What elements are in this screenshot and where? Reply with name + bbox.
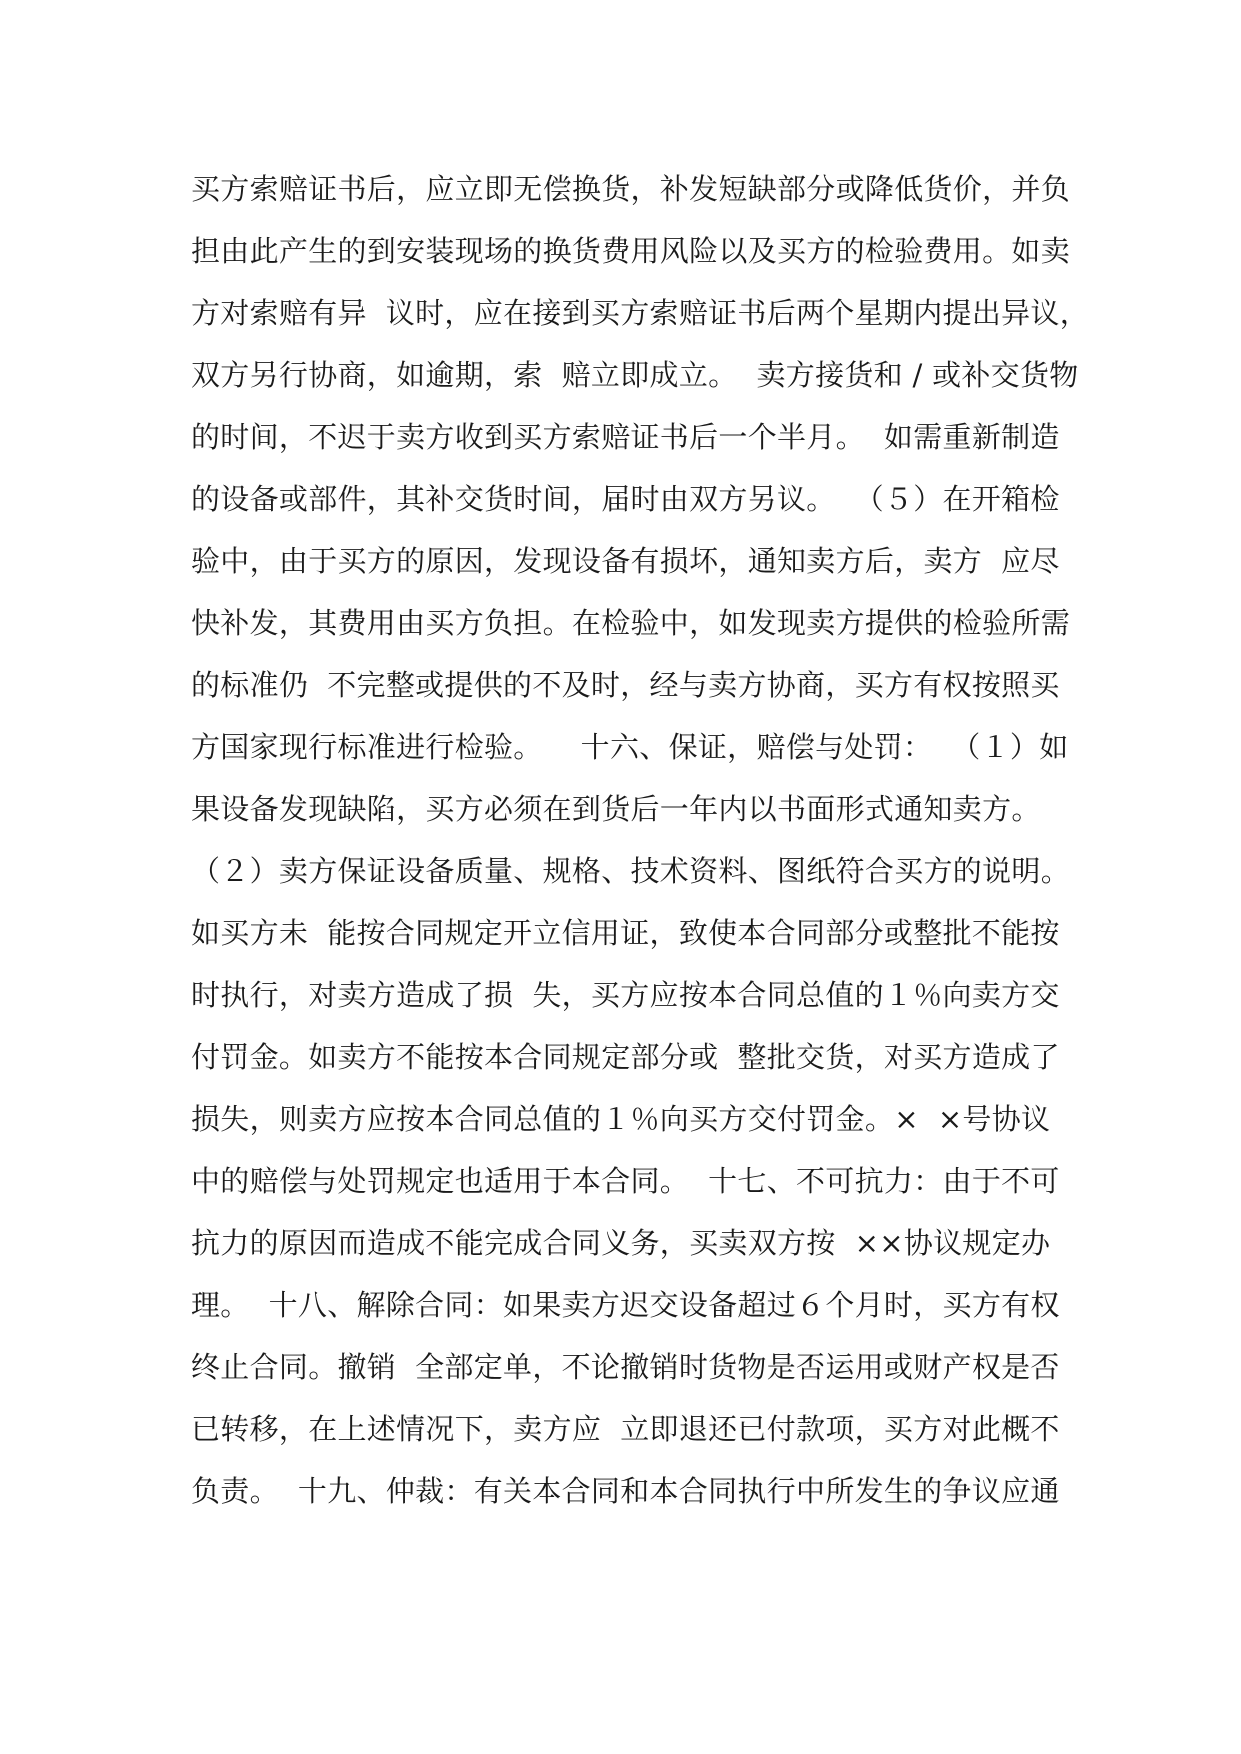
- text-line: 负责。 十九、仲裁：有关本合同和本合同执行中所发生的争议应通: [191, 1474, 1060, 1508]
- body-text: [191, 158, 1191, 1522]
- text-line: 时执行，对卖方造成了损 失，买方应按本合同总值的１％向卖方交: [191, 978, 1060, 1012]
- text-line: 双方另行协商，如逾期，索 赔立即成立。 卖方接货和 / 或补交货物: [191, 358, 1079, 392]
- text-line: 抗力的原因而造成不能完成合同义务，买卖双方按 ××协议规定办: [191, 1226, 1051, 1260]
- text-line: 已转移，在上述情况下，卖方应 立即退还已付款项，买方对此概不: [191, 1412, 1060, 1446]
- text-line: 买方索赔证书后，应立即无偿换货，补发短缺部分或降低货价，并负: [191, 172, 1071, 206]
- text-line: 验中，由于买方的原因，发现设备有损坏，通知卖方后，卖方 应尽: [191, 544, 1060, 578]
- text-line: 果设备发现缺陷，买方必须在到货后一年内以书面形式通知卖方。: [191, 792, 1041, 826]
- text-line: 付罚金。如卖方不能按本合同规定部分或 整批交货，对买方造成了: [191, 1040, 1060, 1074]
- text-line: 损失，则卖方应按本合同总值的１％向买方交付罚金。× ×号协议: [191, 1102, 1051, 1136]
- text-line: 理。 十八、解除合同：如果卖方迟交设备超过６个月时，买方有权: [191, 1288, 1060, 1322]
- text-line: 担由此产生的到安装现场的换货费用风险以及买方的检验费用。如卖: [191, 234, 1071, 268]
- text-line: 方国家现行标准进行检验。 十六、保证，赔偿与处罚： （１）如: [191, 730, 1069, 764]
- text-line: 中的赔偿与处罚规定也适用于本合同。 十七、不可抗力：由于不可: [191, 1164, 1060, 1198]
- text-line: 终止合同。撤销 全部定单，不论撤销时货物是否运用或财产权是否: [191, 1350, 1060, 1384]
- text-line: 如买方未 能按合同规定开立信用证，致使本合同部分或整批不能按: [191, 916, 1060, 950]
- text-line: 快补发，其费用由买方负担。在检验中，如发现卖方提供的检验所需: [191, 606, 1071, 640]
- text-line: 的设备或部件，其补交货时间，届时由双方另议。 （５）在开箱检: [191, 482, 1060, 516]
- text-line: 的时间，不迟于卖方收到买方索赔证书后一个半月。 如需重新制造: [191, 420, 1060, 454]
- text-line: （２）卖方保证设备质量、规格、技术资料、图纸符合买方的说明。: [191, 854, 1071, 888]
- text-line: 方对索赔有异 议时，应在接到买方索赔证书后两个星期内提出异议，: [191, 296, 1090, 330]
- text-line: 的标准仍 不完整或提供的不及时，经与卖方协商，买方有权按照买: [191, 668, 1060, 702]
